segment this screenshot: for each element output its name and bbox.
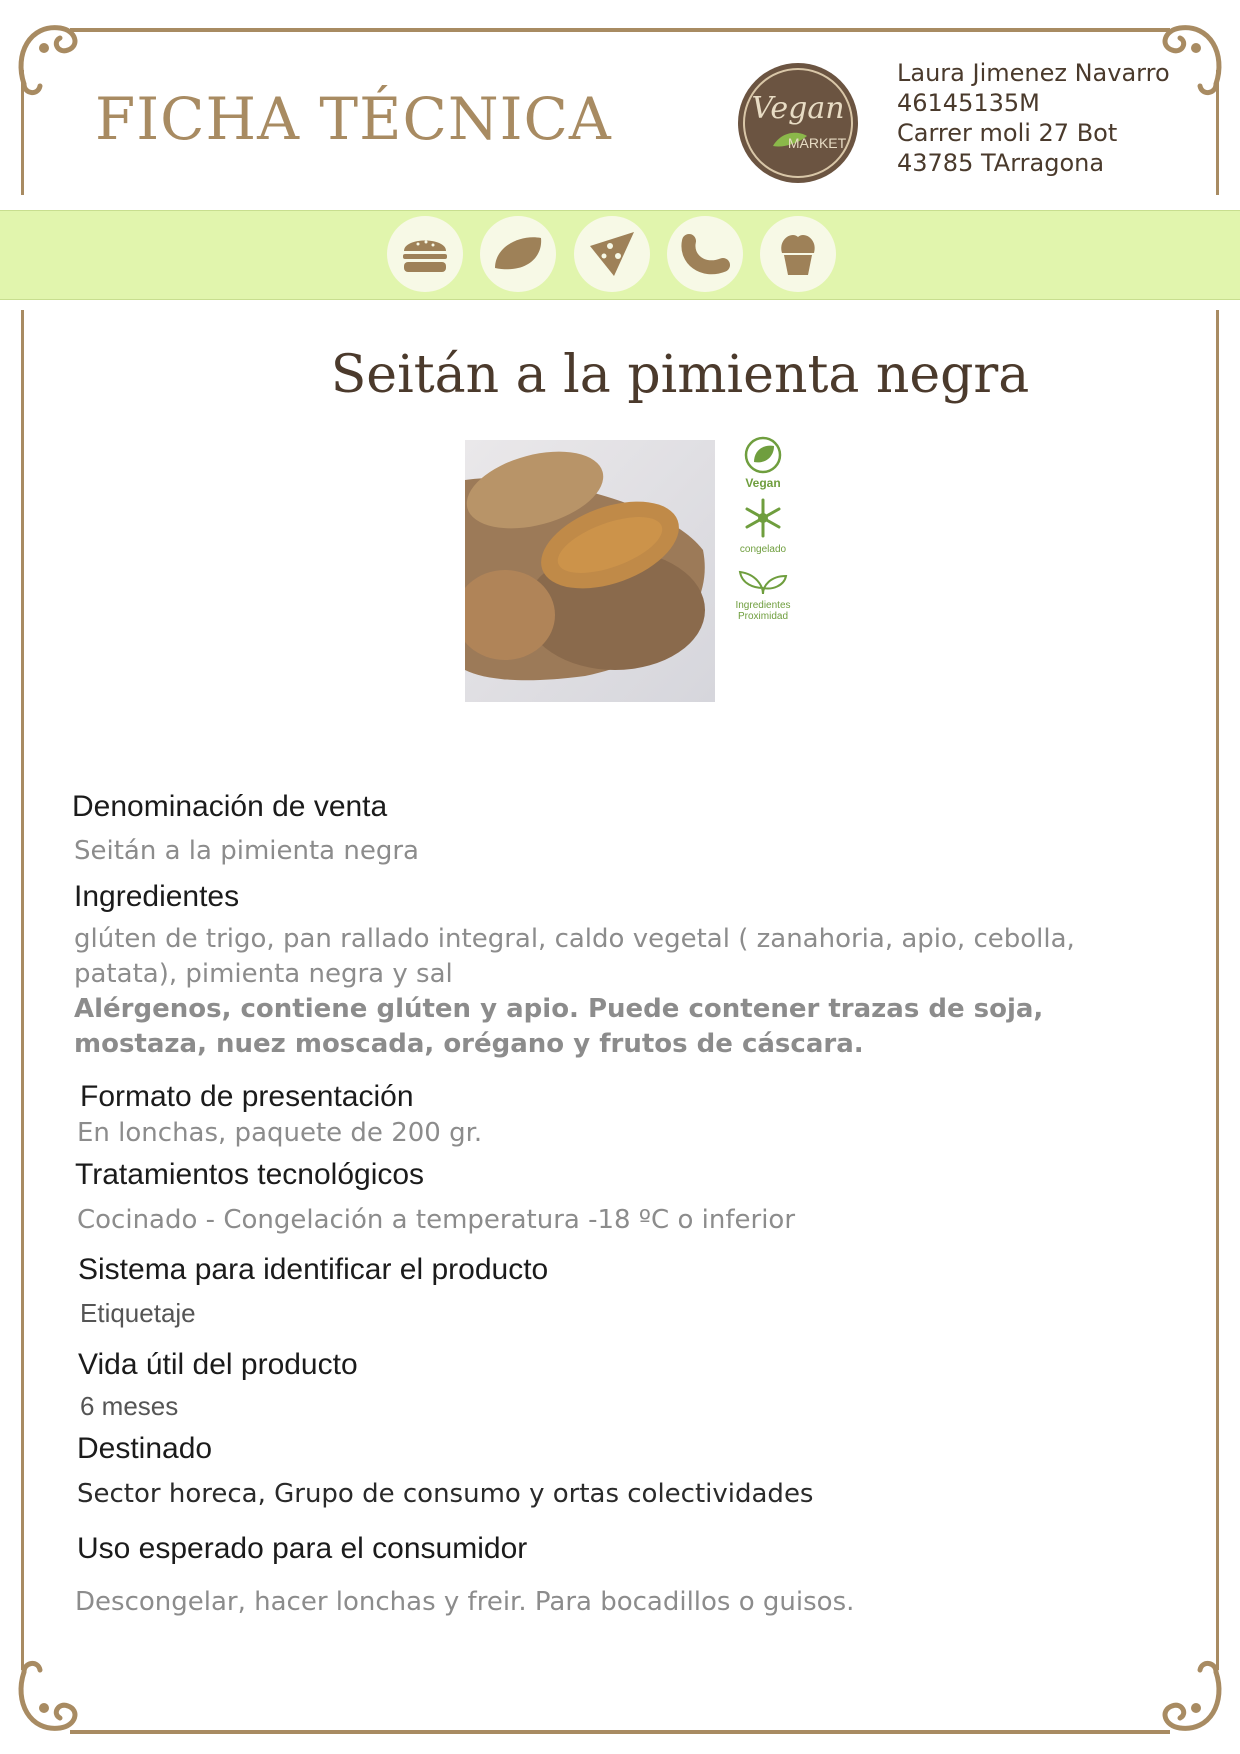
heading-denominacion: Denominación de venta <box>72 790 388 823</box>
heading-tratamientos: Tratamientos tecnológicos <box>75 1158 425 1191</box>
badge-congelado-label: congelado <box>739 544 787 555</box>
vegan-market-logo <box>737 62 859 184</box>
value-uso: Descongelar, hacer lonchas y freir. Para bocadillos o guisos. <box>75 1587 855 1617</box>
page-title: FICHA TÉCNICA <box>95 85 612 153</box>
corner-ornament-bottom-left-icon <box>10 1652 100 1742</box>
value-denominacion: Seitán a la pimienta negra <box>74 836 419 866</box>
contact-city: 43785 TArragona <box>897 149 1105 177</box>
badge-congelado <box>730 496 796 555</box>
badge-vegan <box>730 436 796 489</box>
badge-proximidad <box>730 566 796 622</box>
sausage-icon <box>667 216 743 292</box>
frame-left-border <box>21 310 24 1670</box>
contact-name: Laura Jimenez Navarro <box>897 59 1170 87</box>
sprout-icon <box>736 566 790 596</box>
heading-ingredientes: Ingredientes <box>74 880 240 913</box>
corner-ornament-top-left-icon <box>10 14 100 104</box>
heading-uso: Uso esperado para el consumidor <box>77 1532 528 1565</box>
value-ingredientes: glúten de trigo, pan rallado integral, caldo vegetal ( zanahoria, apio, cebolla, patata), pimienta negra y sal <box>74 924 1075 989</box>
cupcake-icon <box>760 216 836 292</box>
contact-address: Carrer moli 27 Bot <box>897 119 1118 147</box>
heading-destinado: Destinado <box>77 1432 213 1465</box>
burger-icon <box>387 216 463 292</box>
corner-ornament-bottom-right-icon <box>1140 1652 1230 1742</box>
badge-proximidad-label: Ingredientes Proximidad <box>735 600 791 622</box>
product-title: Seitán a la pimienta negra <box>330 345 1030 405</box>
vegan-leaf-icon <box>740 436 786 474</box>
svg-text:Vegan: Vegan <box>751 91 845 126</box>
value-vida: 6 meses <box>80 1391 179 1421</box>
contact-id: 46145135M <box>897 89 1040 117</box>
value-alergenos: Alérgenos, contiene glúten y apio. Puede contener trazas de soja, mostaza, nuez moscada, orégano y frutos de cáscara. <box>74 994 1044 1059</box>
value-formato: En lonchas, paquete de 200 gr. <box>77 1118 483 1148</box>
product-photo <box>465 440 715 702</box>
value-tratamientos: Cocinado - Congelación a temperatura -18 ºC o inferior <box>77 1205 796 1235</box>
contact-info <box>897 58 1170 178</box>
heading-formato: Formato de presentación <box>80 1080 414 1113</box>
value-sistema: Etiquetaje <box>80 1298 196 1328</box>
empanada-icon <box>480 216 556 292</box>
heading-vida: Vida útil del producto <box>78 1348 358 1381</box>
snowflake-icon <box>741 496 785 540</box>
frame-right-border <box>1216 310 1219 1670</box>
frame-top-border <box>70 28 1170 32</box>
badge-vegan-label: Vegan <box>745 476 781 490</box>
value-destinado: Sector horeca, Grupo de consumo y ortas colectividades <box>77 1479 814 1509</box>
frame-bottom-border <box>70 1730 1170 1734</box>
pizza-slice-icon <box>574 216 650 292</box>
heading-sistema: Sistema para identificar el producto <box>78 1253 549 1286</box>
svg-text:MARKET: MARKET <box>787 135 847 151</box>
